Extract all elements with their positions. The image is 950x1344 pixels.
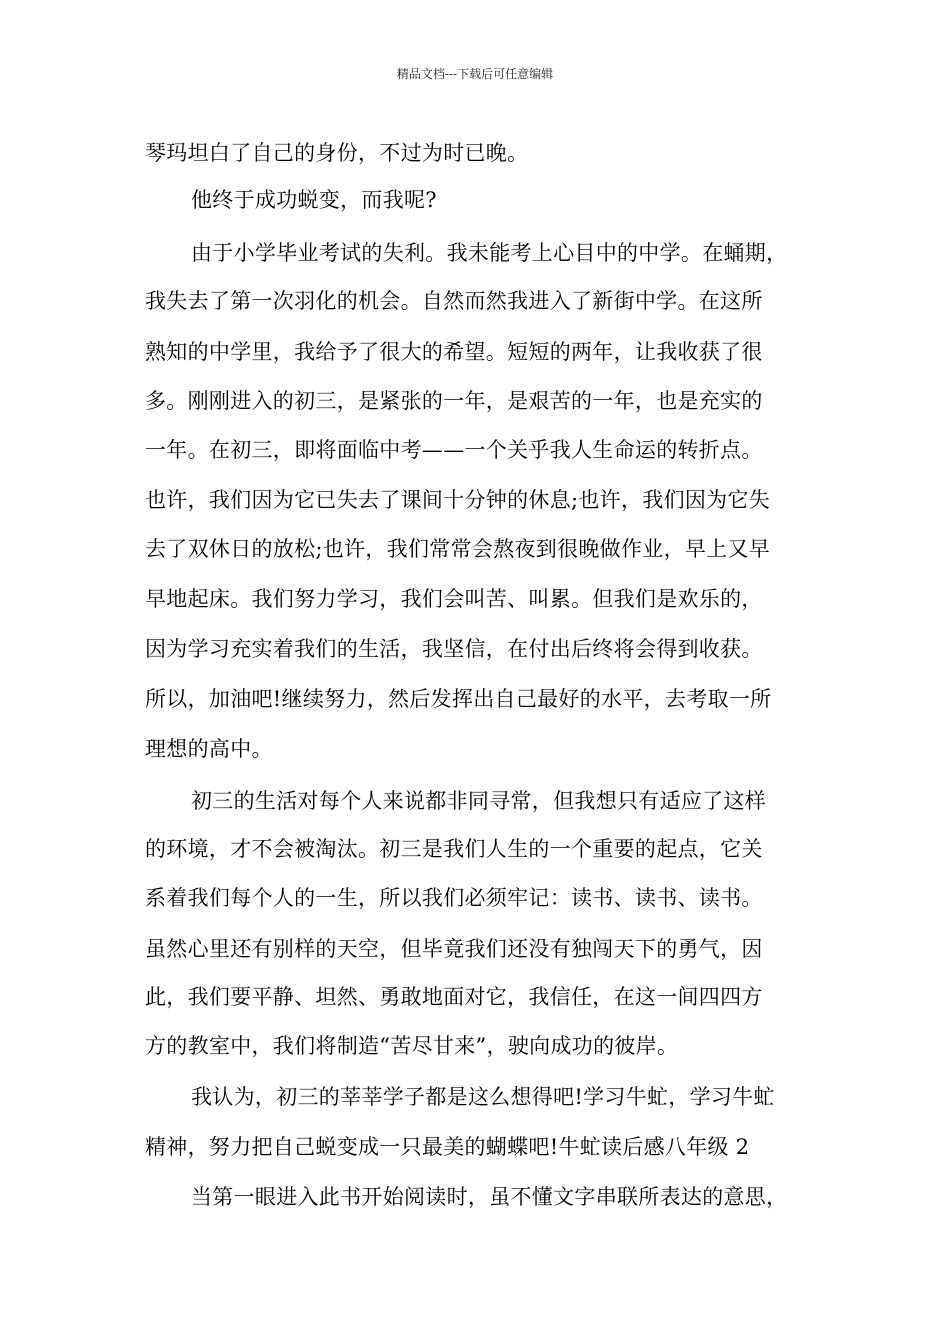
- text-line: 精神，努力把自己蜕变成一只最美的蝴蝶吧!牛虻读后感八年级 2: [145, 1135, 750, 1159]
- text-line: 因为学习充实着我们的生活，我坚信，在付出后终将会得到收获。: [145, 637, 763, 661]
- text-line: 去了双休日的放松;也许，我们常常会熬夜到很晚做作业，早上又早: [145, 537, 771, 561]
- text-line: 所以，加油吧!继续努力，然后发挥出自己最好的水平，去考取一所: [145, 687, 772, 711]
- text-line: 方的教室中，我们将制造“苦尽甘来”，驶向成功的彼岸。: [145, 1034, 679, 1058]
- text-line: 系着我们每个人的一生，所以我们必须牢记：读书、读书、读书。: [145, 886, 763, 910]
- text-line: 我认为，初三的莘莘学子都是这么想得吧!学习牛虻，学习牛虻: [191, 1085, 775, 1109]
- text-line: 的环境，才不会被淘汰。初三是我们人生的一个重要的起点，它关: [145, 837, 763, 861]
- text-line: 也许，我们因为它已失去了课间十分钟的休息;也许，我们因为它失: [145, 488, 771, 512]
- text-line: 初三的生活对每个人来说都非同寻常，但我想只有适应了这样: [191, 789, 767, 813]
- page-header: 精品文档---下载后可任意编辑: [396, 67, 554, 81]
- text-line: 此，我们要平静、坦然、勇敢地面对它，我信任，在这一间四四方: [145, 985, 763, 1009]
- text-line: 熟知的中学里，我给予了很大的希望。短短的两年，让我收获了很: [145, 340, 763, 364]
- text-line: 由于小学毕业考试的失利。我未能考上心目中的中学。在蛹期，: [191, 241, 788, 265]
- text-line: 早地起床。我们努力学习，我们会叫苦、叫累。但我们是欢乐的，: [145, 587, 763, 611]
- text-line: 虽然心里还有别样的天空，但毕竟我们还没有独闯天下的勇气，因: [145, 937, 763, 961]
- text-line: 他终于成功蜕变，而我呢?: [191, 188, 437, 212]
- text-line: 多。刚刚进入的初三，是紧张的一年，是艰苦的一年，也是充实的: [145, 389, 763, 413]
- text-line: 当第一眼进入此书开始阅读时，虽不懂文字串联所表达的意思，: [191, 1185, 788, 1209]
- text-line: 我失去了第一次羽化的机会。自然而然我进入了新街中学。在这所: [145, 289, 763, 313]
- text-line: 一年。在初三，即将面临中考——一个关乎我人生命运的转折点。: [145, 438, 763, 462]
- text-line: 理想的高中。: [145, 737, 273, 761]
- text-line: 琴玛坦白了自己的身份，不过为时已晚。: [145, 141, 529, 165]
